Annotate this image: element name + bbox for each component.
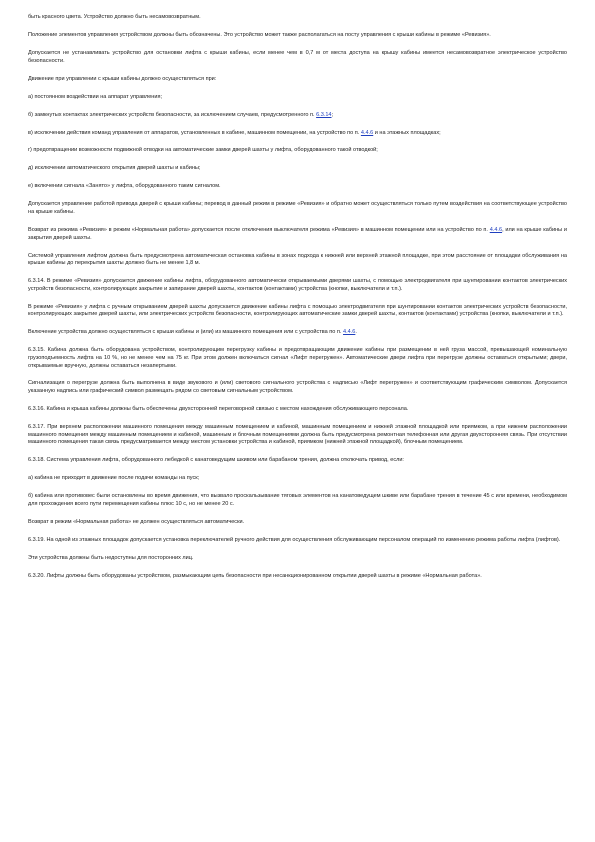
paragraph-text: 6.3.20. Лифты должны быть оборудованы устройством, размыкающим цепь безопасности при несанкционированном открытии дверей шахты в режиме «Нормальная работа». xyxy=(28,572,482,579)
paragraph xyxy=(28,278,567,293)
paragraph xyxy=(28,329,567,337)
paragraph xyxy=(28,227,567,242)
paragraph xyxy=(28,555,567,563)
paragraph-text: Системой управления лифтом должна быть предусмотрена автоматическая остановка кабины в зонах подхода к нижней или верхней этажной площадке, при этом расстояние от площадки обслуживания на крыше кабины до перекрытия шахты должно быть не менее 1,8 м. xyxy=(28,252,567,267)
paragraph-text: и на этажных площадках; xyxy=(373,129,441,136)
paragraph-text: г) предотвращении возможности подвижной отводки на автоматические замки дверей шахты у лифта, оборудованного такой отводкой; xyxy=(28,147,378,154)
paragraph-text: , или на крыше кабины и закрытия дверей шахты. xyxy=(28,227,567,241)
paragraph xyxy=(28,380,567,395)
paragraph-text: Возврат из режима «Ревизия» в режим «Нормальная работа» допускается после отключения выключателя режима «Ревизия» в машинном помещении или на устройство по п. xyxy=(28,227,490,234)
paragraph-text: Положение элементов управления устройством должны быть обозначены. Это устройство может также располагаться на посту управления с крыши кабины в режиме «Ревизия». xyxy=(28,31,491,38)
paragraph xyxy=(28,253,567,268)
paragraph xyxy=(28,424,567,447)
paragraph xyxy=(28,457,567,465)
paragraph-text: 6.3.16. Кабина и крыша кабины должны быть обеспечены двухсторонней переговорной связью с местом нахождения обслуживающего персонала. xyxy=(28,406,409,413)
paragraph xyxy=(28,573,567,581)
paragraph-text: а) постоянном воздействии на аппарат управления; xyxy=(28,93,163,100)
paragraph xyxy=(28,493,567,508)
paragraph xyxy=(28,147,567,155)
section-reference-link[interactable]: 4.4.6 xyxy=(489,227,503,234)
paragraph xyxy=(28,304,567,319)
paragraph-text: ; xyxy=(331,111,334,118)
paragraph-text: в) исключении действия команд управления от аппаратов, установленных в кабине, машинном помещении, на устройство по п. xyxy=(28,129,361,136)
paragraph xyxy=(28,14,567,22)
paragraph xyxy=(28,406,567,414)
paragraph-text: . xyxy=(355,329,357,336)
paragraph xyxy=(28,519,567,527)
paragraph-text: 6.3.19. На одной из этажных площадок допускается установка переключателей ручного действия для осуществления обслуживающим персоналом операций по изменению режима работы лифта (лифтов). xyxy=(28,536,561,543)
paragraph xyxy=(28,201,567,216)
paragraph-text: 6.3.17. При верхнем расположении машинного помещения между машинным помещением и кабиной, машинным помещением и нижней этажной площадкой или приямком, а при нижнем расположении машинного помещения между машинным помещением и кабиной, машинным и блочным помещениями должна быть предусмотрена ремонтная телефонная или другая двухсторонняя связь. При отсутствии машинного помещения такая связь предусматривается между местом установки устройства и кабиной, приямком (нижней этажной площадкой), блочным помещением. xyxy=(28,424,567,446)
paragraph-text: а) кабина не приходит в движение после подачи команды на пуск; xyxy=(28,475,200,482)
paragraph-text: В режиме «Ревизия» у лифта с ручным открыванием дверей шахты допускается движение кабины лифта с помощью электродвигателя при шунтировании контактов электрических устройств безопасности, контролирующих закрытие дверей шахты, или электрических устройств безопасности, контролирующих автоматические замки дверей шахты, контактов (контактами) устройства (кнопки, выключатели и т.п.). xyxy=(28,303,567,318)
paragraph-text: 6.3.15. Кабина должна быть оборудована устройством, контролирующим перегрузку кабины и предотвращающим движение кабины при размещении в ней груза массой, превышающей номинальную грузоподъемность лифта на 10 %, но не менее чем на 75 кг. При этом должен включаться сигнал «Лифт перегружен». Автоматические двери лифта при перегрузе должны оставаться открытыми; двери, открываемые вручную, должны оставаться незапертыми. xyxy=(28,347,567,369)
paragraph-text: Включение устройства должно осуществляться с крыши кабины и (или) из машинного помещения или с устройства по п. xyxy=(28,329,344,336)
paragraph xyxy=(28,537,567,545)
section-reference-link[interactable]: 4.4.6 xyxy=(343,329,356,336)
document-body xyxy=(28,14,567,580)
paragraph-text: Допускается не устанавливать устройство для остановки лифта с крыши кабины, если менее чем в 0,7 м от места доступа на крышу кабины имеется несамовозвратное электрическое устройство безопасности. xyxy=(28,49,567,64)
paragraph xyxy=(28,165,567,173)
paragraph-text: б) замкнутых контактах электрических устройств безопасности, за исключением случаев, предусмотренного п. xyxy=(28,111,317,118)
paragraph-text: д) исключении автоматического открытия дверей шахты и кабины; xyxy=(28,165,201,172)
paragraph-text: быть красного цвета. Устройство должно быть несамовозвратным. xyxy=(28,14,201,20)
section-reference-link[interactable]: 4.4.6 xyxy=(360,129,374,136)
paragraph-text: е) включении сигнала «Занято» у лифта, оборудованного таким сигналом. xyxy=(28,183,221,190)
section-reference-link[interactable]: 6.3.14 xyxy=(316,111,332,118)
paragraph-text: Движение при управлении с крыши кабины должно осуществляться при: xyxy=(28,75,217,82)
paragraph xyxy=(28,32,567,40)
paragraph-text: Возврат в режим «Нормальная работа» не должен осуществляться автоматически. xyxy=(28,518,245,525)
paragraph xyxy=(28,130,567,138)
paragraph xyxy=(28,347,567,370)
paragraph-text: б) кабина или противовес были остановлены во время движения, что вызвало проскальзывание тяговых элементов на канатоведущем шкиве или барабане трения в течение 45 с или времени, необходимом для прохождения всего пути перемещения кабины плюс 10 с, но не менее 20 с. xyxy=(28,493,567,507)
paragraph xyxy=(28,76,567,84)
paragraph xyxy=(28,50,567,65)
paragraph xyxy=(28,112,567,120)
paragraph xyxy=(28,475,567,483)
paragraph-text: 6.3.18. Система управления лифта, оборудованного лебедкой с канатоведущим шкивом или барабаном трения, должна отключать привод, если: xyxy=(28,457,404,464)
paragraph-text: 6.3.14. В режиме «Ревизия» допускается движение кабины лифта, оборудованного автоматически открываемыми дверями шахты, с помощью электродвигателя при шунтировании контактов электрических устройств безопасности, контролирующих закрытие и запирание дверей шахты, контактов (контактами) устройства (кнопки, выключатели и т.п.). xyxy=(28,278,567,292)
paragraph-text: Эти устройства должны быть недоступны для посторонних лиц. xyxy=(28,554,194,561)
paragraph-text: Сигнализация о перегрузе должна быть выполнена в виде звукового и (или) светового сигнального устройства с надписью «Лифт перегружен» и соответствующим графическим символом. Допускается указанную надпись или графический символ размещать рядом со световым сигнальным устройством. xyxy=(28,380,567,395)
paragraph-text: Допускается управление работой привода дверей с крыши кабины; перевод в данный режим в режиме «Ревизия» и обратно может осуществляться только путем воздействия на соответствующее устройство на крыше кабины. xyxy=(28,201,567,216)
paragraph xyxy=(28,94,567,102)
paragraph xyxy=(28,183,567,191)
